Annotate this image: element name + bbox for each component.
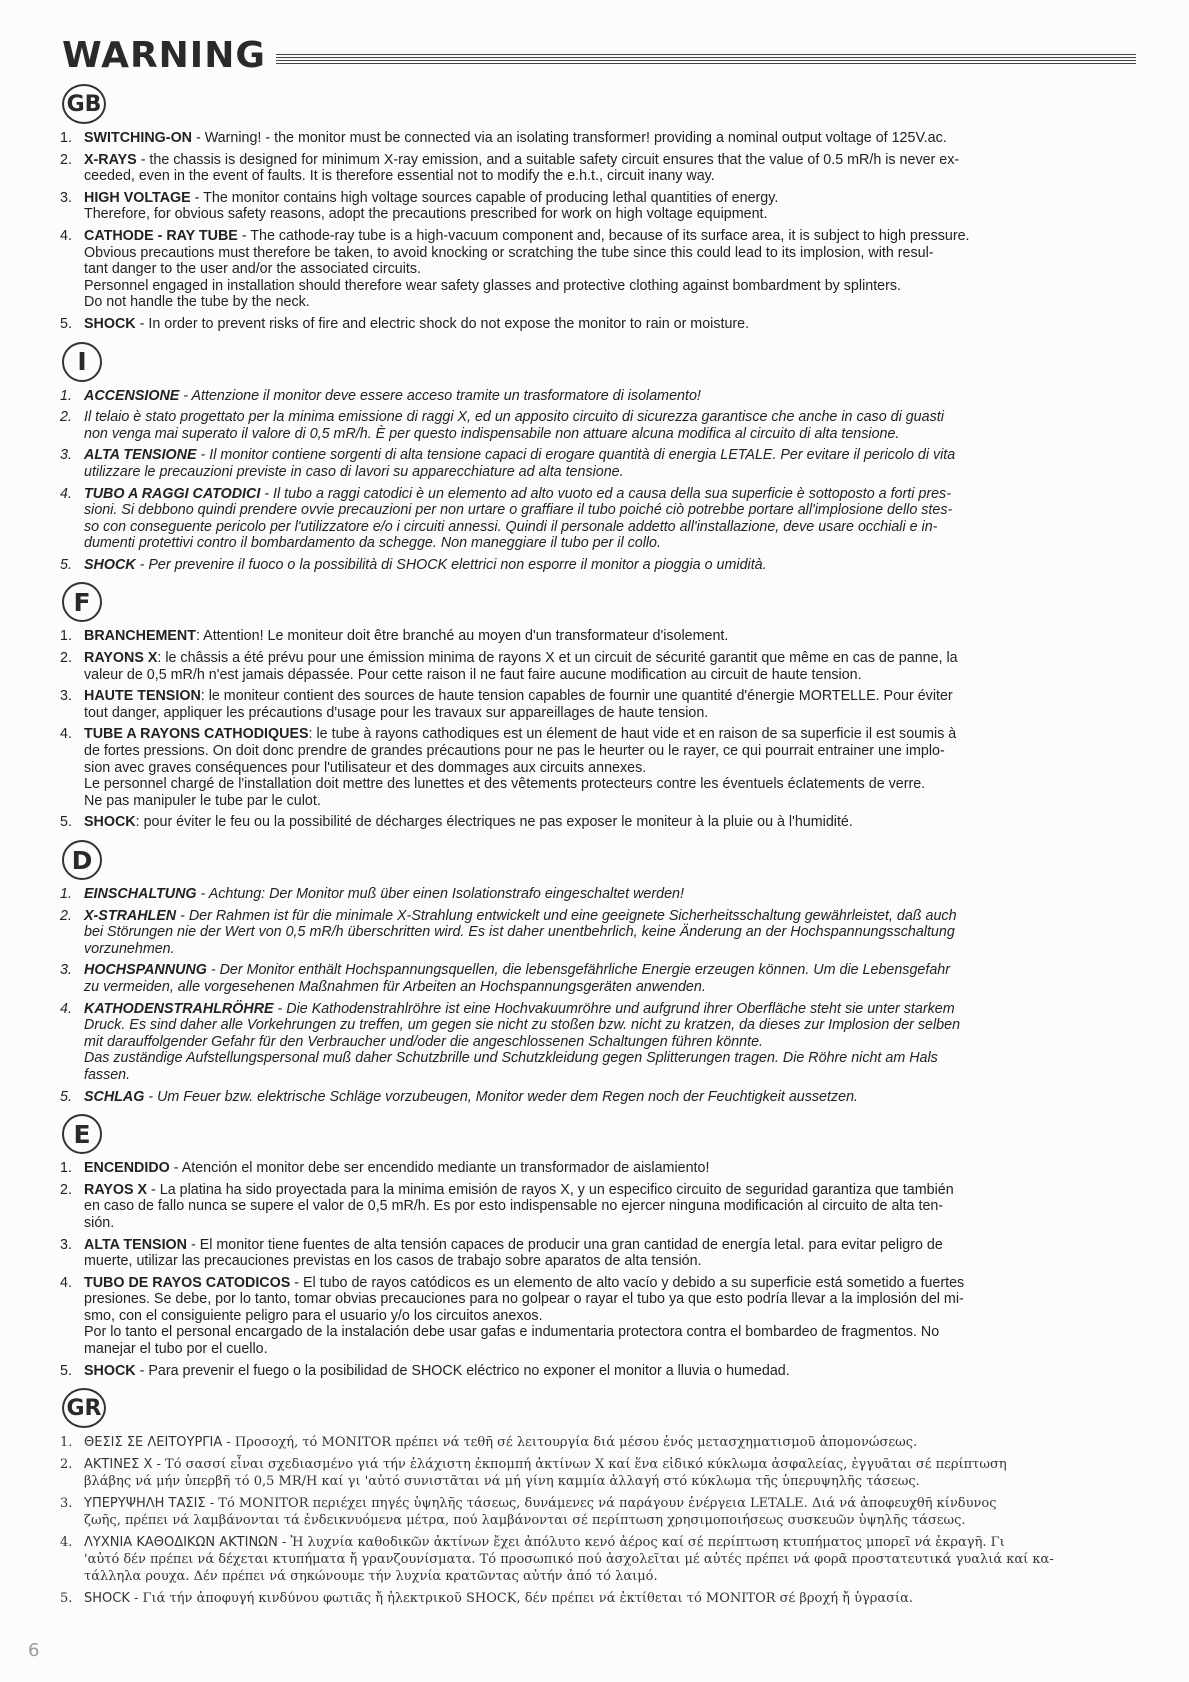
item-keyword: BRANCHEMENT <box>84 628 196 645</box>
item-text <box>84 1275 964 1357</box>
item-keyword: TUBO A RAGGI CATODICI <box>84 485 261 502</box>
item-keyword: ΥΠΕΡΥΨΗΛΗ ΤΑΣΙΣ <box>84 1496 206 1512</box>
item-text <box>84 486 952 552</box>
item-number: 4. <box>60 1535 73 1551</box>
item-number: 2. <box>60 151 72 168</box>
item-text <box>84 228 970 310</box>
warning-item <box>62 1456 1136 1490</box>
item-keyword: ALTA TENSIONE <box>84 447 197 464</box>
item-text <box>84 1457 1007 1489</box>
item-body: - Achtung: Der Monitor muß über einen Isolationstrafo eingeschaltet werden! <box>196 886 684 902</box>
warning-item <box>62 1275 1136 1358</box>
warning-item <box>62 228 1136 311</box>
item-number: 4. <box>60 485 72 502</box>
warning-item <box>62 486 1136 552</box>
item-text <box>84 152 959 185</box>
item-number: 5. <box>60 556 72 573</box>
item-number: 3. <box>60 962 72 979</box>
item-keyword: SCHLAG <box>84 1088 145 1105</box>
item-body: - Il tubo a raggi catodici è un elemento ad alto vuoto ed a causa della sua superficie è sottoposto a forti pres- sioni. Si debbono quindi prendere ovvie precauzioni per non urtare o graffiare il tubo poiché ciò potrebbe portare all'implosione dello stes- so con conseguente pericolo per l'utilizzatore e/o i circuiti annessi. Quindi il personale addetto all'installazione, deve usare occhiali e in- dumenti protettivi contro il bombardamento da schegge. Non maneggiare il tubo per il collo. <box>84 485 953 552</box>
item-text <box>84 388 701 404</box>
warning-item <box>62 962 1136 995</box>
item-text <box>84 628 728 644</box>
item-number: 4. <box>60 1274 72 1291</box>
section-gr <box>62 1384 1136 1607</box>
item-body: - Die Kathodenstrahlröhre ist eine Hochvakuumröhre und aufgrund ihrer Oberfläche steht sie unter starkem Druck. Es sind daher alle Vorkehrungen zu treffen, um gegen sie nicht zu stoßen bzw. nicht zu kratzen, da dieses zur Implosion der selben mit darauffolgender Gefahr für den Verbraucher und/oder die angeschlossenen Schaltungen führen könnte. Das zuständige Aufstellungspersonal muß daher Schutzbrille und Schutzkleidung gegen Splitterungen tragen. Die Röhre nicht am Hals fassen. <box>84 1000 961 1083</box>
item-number: 1. <box>60 387 72 404</box>
item-body: : le tube à rayons cathodiques est un élement de haut vide et en raison de sa superficie il est soumis à de fortes pressions. On doit donc prendre de grandes précautions pour ne pas le heurter ou le rayer, ce qui pourrait entrainer une implo- sion avec graves conséquences pour l'utilisateur et des dommages aux circuits annexes. Le personnel chargé de l'installation doit mettre des lunettes et des vêtements protecteurs contre les éventuels éclatements de verre. Ne pas manipuler le tube par le culot. <box>84 726 957 809</box>
language-badge: GR <box>62 1388 106 1428</box>
item-keyword: HIGH VOLTAGE <box>84 189 191 206</box>
item-body: - Attenzione il monitor deve essere acceso tramite un trasformatore di isolamento! <box>179 387 701 404</box>
warning-list <box>62 886 1136 1105</box>
item-body: : le moniteur contient des sources de haute tension capables de fournir une quantité d'énergie MORTELLE. Pour éviter tout danger, appliquer les précautions d'usage pour les travaux sur appareillages de haute tension. <box>84 688 953 721</box>
item-body: - Der Monitor enthält Hochspannungsquellen, die lebensgefährliche Energie erzeugen können. Um die Lebensgefahr zu vermeiden, alle vorgesehenen Maßnahmen für Arbeiten an Hochspannungsgeräten anwenden. <box>84 962 950 995</box>
item-body: - The monitor contains high voltage sources capable of producing lethal quantities of energy. Therefore, for obvious safety reasons, adopt the precautions prescribed for work on high voltage equipment. <box>84 189 779 223</box>
warning-item <box>62 1089 1136 1106</box>
warning-item <box>62 908 1136 958</box>
item-body: - Um Feuer bzw. elektrische Schläge vorzubeugen, Monitor weder dem Regen noch der Feuchtigkeit aussetzen. <box>144 1088 858 1105</box>
item-text <box>84 1160 709 1176</box>
item-number: 1. <box>60 1160 72 1177</box>
item-body: - Ἡ λυχνία καθοδικῶν ἀκτίνων ἔχει ἀπόλυτο κενό ἀέρος καί σέ περίπτωση κτυπήματος μπορεῖ νά ἐκραγῆ. Γι 'αὐτό δέν πρέπει νά δέχεται κτυπήματα ἤ γρανζουνίσματα. Τό προσωπικό πού ἀσχολεῖται μέ αὐτές πρέπει νά φορᾶ προστατευτικά γυαλιά καί κα- τάλληλα ρουχα. Δέν πρέπει νά σηκώνουμε τήν λυχνία κρατῶντας αὐτήν ἀπό τό λαιμό. <box>84 1535 1054 1585</box>
warning-item <box>62 1434 1136 1451</box>
item-keyword: SWITCHING-ON <box>84 130 193 146</box>
item-body: Il telaio è stato progettato per la minima emissione di raggi X, ed un apposito circuito di sicurezza garantisce che anche in caso di guasti non venga mai superato il valore di 0,5 mR/h. È per questo indispensabile non attuare alcuna modifica al circuito di alta tensione. <box>84 409 944 442</box>
warning-item <box>62 130 1136 147</box>
warning-item <box>62 1237 1136 1270</box>
warning-item <box>62 628 1136 645</box>
item-text <box>84 688 953 721</box>
item-keyword: X-RAYS <box>84 151 137 168</box>
language-badge: E <box>62 1114 102 1154</box>
page-title: WARNING <box>62 35 266 76</box>
item-body: - the chassis is designed for minimum X-ray emission, and a suitable safety circuit ensures that the value of 0.5 mR/h is never ex- ceeded, even in the event of faults. It is therefore essential not to modify the e.h.t., circuit inany way. <box>84 151 960 185</box>
warning-item <box>62 1534 1136 1585</box>
warning-item <box>62 650 1136 683</box>
item-text <box>84 1435 917 1450</box>
item-keyword: ΛΥΧΝΙΑ ΚΑΘΟΔΙΚΩΝ ΑΚΤΙΝΩΝ <box>84 1535 278 1551</box>
warning-item <box>62 886 1136 903</box>
item-body: - Per prevenire il fuoco o la possibilità di SHOCK elettrici non esporre il monitor a pioggia o umidità. <box>135 556 767 573</box>
item-keyword: X-STRAHLEN <box>84 907 177 924</box>
item-body: - El monitor tiene fuentes de alta tensión capaces de producir una gran cantidad de energía letal. para evitar peligro de muerte, utilizar las precauciones previstas en los casos de trabajo sobre aparatos de alta tensión. <box>84 1236 943 1270</box>
language-badge: GB <box>62 84 106 124</box>
warning-item <box>62 1363 1136 1380</box>
item-body: - Der Rahmen ist für die minimale X-Strahlung entwickelt und eine geeignete Sicherheitsschaltung gewährleistet, daß auch bei Störungen nie der Wert von 0,5 mR/h überschritten wird. Es ist daher unentbehrlich, keine Änderung an der Hochspannungsschaltung vorzunehmen. <box>84 907 957 957</box>
item-text <box>84 908 957 957</box>
item-number: 4. <box>60 726 72 743</box>
item-number: 5. <box>60 315 72 332</box>
item-keyword: RAYOS X <box>84 1181 148 1198</box>
section-d <box>62 836 1136 1105</box>
item-number: 3. <box>60 688 72 705</box>
item-number: 4. <box>60 227 72 244</box>
section-e <box>62 1110 1136 1379</box>
item-number: 5. <box>60 1591 73 1607</box>
warning-item <box>62 1001 1136 1084</box>
item-body: - Τό σασσί εἶναι σχεδιασμένο γιά τήν ἐλάχιστη ἐκπομπή ἀκτίνων Χ καί ἕνα εἰδικό κύκλωμα ἀσφαλείας, ἐγγυᾶται σέ περίπτωση βλάβης νά μήν ὑπερβῆ τό 0,5 MR/H καί γι 'αὐτό συνιστᾶται νά μή γίνη καμμία ἀλλαγή στό κύκλωμα τῆς ὑπερυψηλῆς τάσεως. <box>84 1457 1007 1490</box>
item-keyword: ACCENSIONE <box>84 387 180 404</box>
item-body: - The cathode-ray tube is a high-vacuum component and, because of its surface area, it is subject to high pressure. Obvious precautions must therefore be taken, to avoid knocking or scratching the tube since this could lead to its implosion, with resul- tant danger to the user and/or the associated circuits. Personnel engaged in installation should therefore wear safety glasses and protective clothing against bombardment by splinters. Do not handle the tube by the neck. <box>84 227 970 311</box>
item-text <box>84 1237 943 1270</box>
section-f <box>62 578 1136 831</box>
language-badge: D <box>62 840 102 880</box>
warning-item <box>62 1495 1136 1529</box>
item-text <box>84 1089 858 1105</box>
item-keyword: TUBE A RAYONS CATHODIQUES <box>84 726 309 743</box>
item-number: 3. <box>60 1236 72 1253</box>
item-keyword: HOCHSPANNUNG <box>84 962 207 979</box>
item-keyword: ENCENDIDO <box>84 1160 170 1177</box>
item-text <box>84 447 955 480</box>
item-text <box>84 130 947 146</box>
item-text <box>84 886 684 902</box>
item-number: 3. <box>60 1496 73 1512</box>
item-text <box>84 316 749 332</box>
warning-item <box>62 447 1136 480</box>
item-body: - Γιά τήν ἀποφυγή κινδύνου φωτιᾶς ἤ ἠλεκτρικοῦ SHOCK, δέν πρέπει νά ἐκτίθεται τό MONITOR σέ βροχή ἤ ὑγρασία. <box>129 1591 914 1607</box>
item-body: - Il monitor contiene sorgenti di alta tensione capaci di erogare quantità di energia LETALE. Per evitare il pericolo di vita utilizzare le precauzioni previste in caso di lavori su apparecchiature ad alta tensione. <box>84 447 956 480</box>
section-i <box>62 338 1136 574</box>
item-text <box>84 1591 913 1606</box>
item-text <box>84 814 853 830</box>
warning-item <box>62 190 1136 223</box>
item-keyword: EINSCHALTUNG <box>84 886 197 902</box>
language-badge: F <box>62 582 102 622</box>
item-number: 5. <box>60 814 72 831</box>
item-number: 2. <box>60 1457 73 1473</box>
warning-page <box>62 32 1136 1612</box>
item-number: 1. <box>60 886 72 902</box>
item-body: : Attention! Le moniteur doit être branché au moyen d'un transformateur d'isolement. <box>196 628 729 645</box>
item-body: - In order to prevent risks of fire and electric shock do not expose the monitor to rain or moisture. <box>135 315 750 332</box>
item-text <box>84 1182 954 1231</box>
warning-list <box>62 130 1136 333</box>
warning-item <box>62 409 1136 442</box>
item-keyword: ΑΚΤΙΝΕΣ Χ <box>84 1457 153 1473</box>
item-number: 2. <box>60 1181 72 1198</box>
language-badge: I <box>62 342 102 382</box>
warning-item <box>62 688 1136 721</box>
item-body: : le châssis a été prévu pour une émission minima de rayons X et un circuit de sécurité garantit que même en cas de panne, la valeur de 0,5 mR/h n'est jamais dépassée. Pour cette raison il ne faut faire aucune modification au circuit de haute tension. <box>84 650 958 683</box>
language-sections <box>62 80 1136 1607</box>
warning-item <box>62 388 1136 405</box>
item-body: - Atención el monitor debe ser encendido mediante un transformador de aislamiento! <box>169 1160 710 1177</box>
item-number: 4. <box>60 1000 72 1017</box>
item-body: - Para prevenir el fuego o la posibilidad de SHOCK eléctrico no exponer el monitor a lluvia o humedad. <box>135 1362 790 1379</box>
warning-list <box>62 1160 1136 1379</box>
item-text <box>84 1363 790 1379</box>
item-number: 5. <box>60 1362 72 1379</box>
warning-header <box>62 32 1136 80</box>
item-number: 2. <box>60 907 72 924</box>
section-gb <box>62 80 1136 333</box>
item-number: 1. <box>60 130 72 146</box>
warning-item <box>62 316 1136 333</box>
item-text <box>84 409 944 442</box>
item-keyword: HAUTE TENSION <box>84 688 201 705</box>
item-body: - Warning! - the monitor must be connected via an isolating transformer! providing a nominal output voltage of 125V.ac. <box>192 130 947 146</box>
item-keyword: KATHODENSTRAHLRÖHRE <box>84 1000 274 1017</box>
item-text <box>84 190 778 223</box>
item-number: 5. <box>60 1088 72 1105</box>
item-text <box>84 1496 997 1528</box>
header-rule <box>276 54 1136 64</box>
warning-list <box>62 1434 1136 1607</box>
warning-item <box>62 1182 1136 1232</box>
warning-list <box>62 388 1136 574</box>
page-number: 6 <box>28 1640 40 1661</box>
item-keyword: TUBO DE RAYOS CATODICOS <box>84 1274 291 1291</box>
item-keyword: SHOCK <box>84 1591 130 1607</box>
item-keyword: RAYONS X <box>84 650 158 667</box>
warning-list <box>62 628 1136 831</box>
item-body: : pour éviter le feu ou la possibilité de décharges électriques ne pas exposer le moniteur à la pluie ou à l'humidité. <box>135 814 853 831</box>
warning-item <box>62 557 1136 574</box>
item-text <box>84 962 950 995</box>
warning-item <box>62 814 1136 831</box>
item-body: - Τό MONITOR περιέχει πηγές ὑψηλῆς τάσεως, δυνάμενες νά παράγουν ἐνέργεια LETALE. Διά νά ἀποφευχθῆ κίνδυνος ζωῆς, πρέπει νά λαμβάνονται τά ἐνδεικνυόμενα μέτρα, πού λαμβάνονται σέ περίπτωση χρησιμοποιήσεως συσκευῶν ὑψηλῆς τάσεως. <box>84 1496 997 1529</box>
item-number: 3. <box>60 447 72 464</box>
item-body: - El tubo de rayos catódicos es un elemento de alto vacío y debido a su superficie está sometido a fuertes presiones. Se debe, por lo tanto, tomar obvias precauciones para no golpear o rayar el tubo ya que esto podría llevar a la implosión del mi- smo, con el consiguiente peligro para el usuario y/o los circuitos anexos. Por lo tanto el personal encargado de la instalación debe usar gafas e indumentaria protectora contra el bombardeo de fragmentos. No manejar el tubo por el cuello. <box>84 1274 965 1358</box>
item-keyword: SHOCK <box>84 556 136 573</box>
item-keyword: ALTA TENSION <box>84 1236 187 1253</box>
item-keyword: CATHODE - RAY TUBE <box>84 227 238 244</box>
item-number: 1. <box>60 1435 73 1451</box>
warning-item <box>62 1160 1136 1177</box>
item-keyword: SHOCK <box>84 1362 136 1379</box>
warning-item <box>62 1590 1136 1607</box>
item-text <box>84 726 956 808</box>
item-number: 1. <box>60 628 72 645</box>
item-body: - La platina ha sido proyectada para la minima emisión de rayos X, y un especifico circuito de seguridad garantiza que también en caso de fallo nunca se supere el valor de 0,5 mR/h. Es por esto indispensable no ejercer ninguna modificación al circuito de alta ten- sión. <box>84 1181 954 1231</box>
item-number: 2. <box>60 409 72 426</box>
item-text <box>84 1001 960 1083</box>
item-text <box>84 557 767 573</box>
item-keyword: ΘΕΣΙΣ ΣΕ ΛΕΙΤΟΥΡΓΙΑ <box>84 1435 223 1451</box>
warning-item <box>62 152 1136 185</box>
item-text <box>84 1535 1054 1584</box>
item-keyword: SHOCK <box>84 315 136 332</box>
item-number: 2. <box>60 650 72 667</box>
item-number: 3. <box>60 189 72 206</box>
warning-item <box>62 726 1136 809</box>
item-text <box>84 650 958 683</box>
item-keyword: SHOCK <box>84 814 136 831</box>
item-body: - Προσοχή, τό MONITOR πρέπει νά τεθῆ σέ λειτουργία διά μέσου ἑνός μετασχηματισμοῦ ἀπομονώσεως. <box>222 1435 918 1451</box>
